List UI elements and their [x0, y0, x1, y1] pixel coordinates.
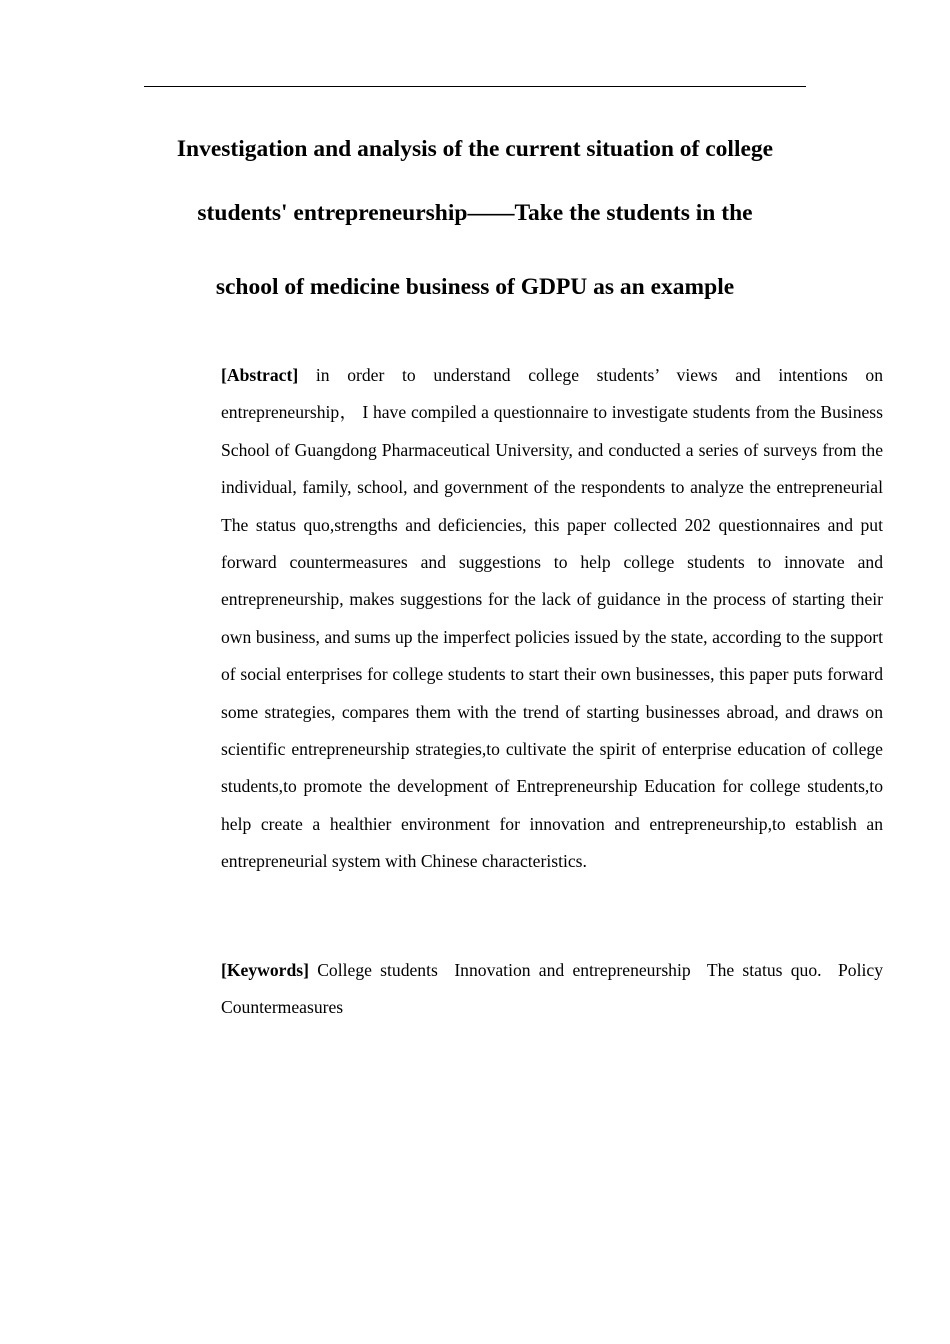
header-rule — [144, 86, 806, 87]
abstract-paragraph — [144, 357, 883, 881]
title-line-2: students' entrepreneurship——Take the students in the — [197, 200, 753, 226]
abstract-text: in order to understand college students’ views and intentions on entrepreneurship， I have compiled a questionnaire to investigate students from the Business School of Guangdong Pharmaceutical University, and conducted a series of surveys from the individual, family, school, and government of the respondents to analyze the entrepreneurial The status quo,strengths and deficiencies, this paper collected 202 questionnaires and put forward countermeasures and suggestions to help college students to innovate and entrepreneurship, makes suggestions for the lack of guidance in the process of starting their own business, and sums up the imperfect policies issued by the state, according to the support of social enterprises for college students to start their own businesses, this paper puts forward some strategies, compares them with the trend of starting businesses abroad, and draws on scientific entrepreneurship strategies,to cultivate the spirit of enterprise education of college students,to promote the development of Entrepreneurship Education for college students,to help create a healthier environment for innovation and entrepreneurship,to establish an entrepreneurial system with Chinese characteristics. — [221, 365, 883, 872]
title-line-1: Investigation and analysis of the current situation of college — [176, 136, 774, 162]
keywords-text: College students Innovation and entrepreneurship The status quo. Policy Countermeasures — [221, 960, 892, 1018]
abstract-label: [Abstract] — [221, 365, 299, 385]
keywords-paragraph — [144, 952, 892, 1027]
paper-title — [144, 130, 806, 306]
keywords-label: [Keywords] — [221, 960, 309, 980]
title-line-3: school of medicine business of GDPU as an example — [215, 274, 735, 300]
